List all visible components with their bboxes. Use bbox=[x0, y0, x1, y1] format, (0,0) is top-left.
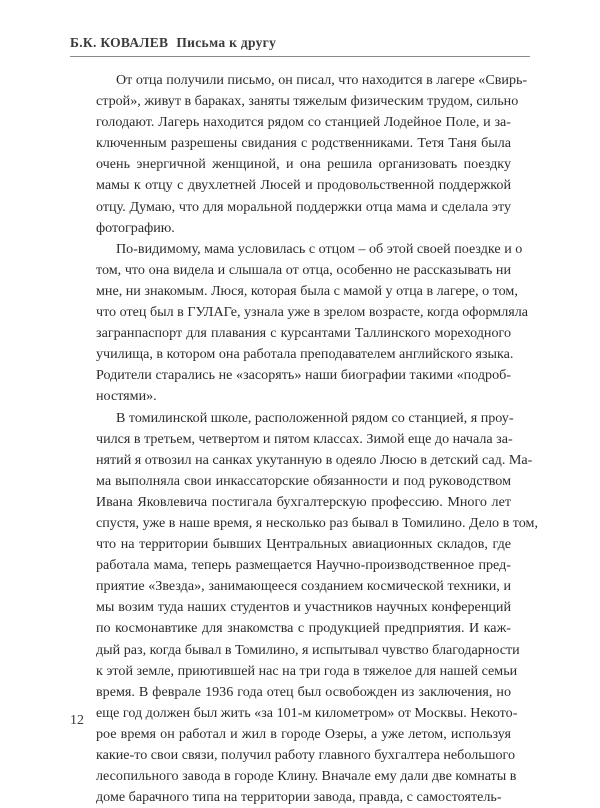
paragraph bbox=[96, 408, 511, 808]
text-line: что на территории бывших Центральных авиационных складов, где bbox=[96, 534, 511, 555]
text-line: загранпаспорт для плавания с курсантами Таллинского мореходного bbox=[96, 323, 511, 344]
text-line: Ивана Яковлевича постигала бухгалтерскую профессию. Много лет bbox=[96, 492, 511, 513]
text-line: доме барачного типа на территории завода, правда, с самостоятель- bbox=[96, 787, 511, 808]
text-line: мне, ни знакомым. Люся, которая была с мамой у отца в лагере, о том, bbox=[96, 281, 511, 302]
running-head-book-title: Письма к другу bbox=[176, 35, 276, 50]
text-line: дый раз, когда бывал в Томилино, я испытывал чувство благодарности bbox=[96, 640, 511, 661]
text-line: время. В феврале 1936 года отец был освобожден из заключения, но bbox=[96, 682, 511, 703]
text-line: еще год должен был жить «за 101-м километром» от Москвы. Некото- bbox=[96, 703, 511, 724]
text-line: спустя, уже в наше время, я несколько раз бывал в Томилино. Дело в том, bbox=[96, 513, 511, 534]
text-line: какие-то свои связи, получил работу главного бухгалтера небольшого bbox=[96, 745, 511, 766]
text-line: том, что она видела и слышала от отца, особенно не рассказывать ни bbox=[96, 260, 511, 281]
text-line: мы возим туда наших студентов и участников научных конференций bbox=[96, 597, 511, 618]
text-line: От отца получили письмо, он писал, что находится в лагере «Свирь- bbox=[96, 70, 511, 91]
text-line: училища, в котором она работала преподавателем английского языка. bbox=[96, 344, 511, 365]
running-head bbox=[70, 35, 276, 51]
text-line: рое время он работал и жил в городе Озеры, а уже летом, используя bbox=[96, 724, 511, 745]
text-line: отцу. Думаю, что для моральной поддержки отца мама и сделала эту bbox=[96, 197, 511, 218]
running-head-author: Б.К. КОВАЛЕВ bbox=[70, 35, 168, 50]
paragraph bbox=[96, 239, 511, 408]
text-line: что отец был в ГУЛАГе, узнала уже в зрелом возрасте, когда оформляла bbox=[96, 302, 511, 323]
text-line: работала мама, теперь размещается Научно-производственное пред- bbox=[96, 555, 511, 576]
text-line: В томилинской школе, расположенной рядом со станцией, я проу- bbox=[96, 408, 511, 429]
text-line: По-видимому, мама условилась с отцом – об этой своей поездке и о bbox=[96, 239, 511, 260]
paragraph bbox=[96, 70, 511, 239]
text-line: приятие «Звезда», занимающееся созданием космической техники, и bbox=[96, 576, 511, 597]
text-line: ключенным разрешены свидания с родственниками. Тетя Таня была bbox=[96, 133, 511, 154]
text-line: по космонавтике для знакомства с продукцией предприятия. И каж- bbox=[96, 618, 511, 639]
text-line: мамы к отцу с двухлетней Люсей и продовольственной поддержкой bbox=[96, 175, 511, 196]
text-line: нятий я отвозил на санках укутанную в одеяло Люсю в детский сад. Ма- bbox=[96, 450, 511, 471]
text-line: очень энергичной женщиной, и она решила организовать поездку bbox=[96, 154, 511, 175]
text-line: Родители старались не «засорять» наши биографии такими «подроб- bbox=[96, 365, 511, 386]
text-line: лесопильного завода в городе Клину. Вначале ему дали две комнаты в bbox=[96, 766, 511, 787]
text-line: строй», живут в бараках, заняты тяжелым физическим трудом, сильно bbox=[96, 91, 511, 112]
body-text bbox=[96, 70, 511, 808]
text-line: ма выполняла свои инкассаторские обязанности и под руководством bbox=[96, 471, 511, 492]
page-number: 12 bbox=[70, 713, 84, 729]
text-line: чился в третьем, четвертом и пятом классах. Зимой еще до начала за- bbox=[96, 429, 511, 450]
text-line: к этой земле, приютившей нас на три года в тяжелое для нашей семьи bbox=[96, 661, 511, 682]
text-line: ностями». bbox=[96, 386, 511, 407]
text-line: фотографию. bbox=[96, 218, 511, 239]
header-rule bbox=[70, 56, 530, 57]
text-line: голодают. Лагерь находится рядом со станцией Лодейное Поле, и за- bbox=[96, 112, 511, 133]
